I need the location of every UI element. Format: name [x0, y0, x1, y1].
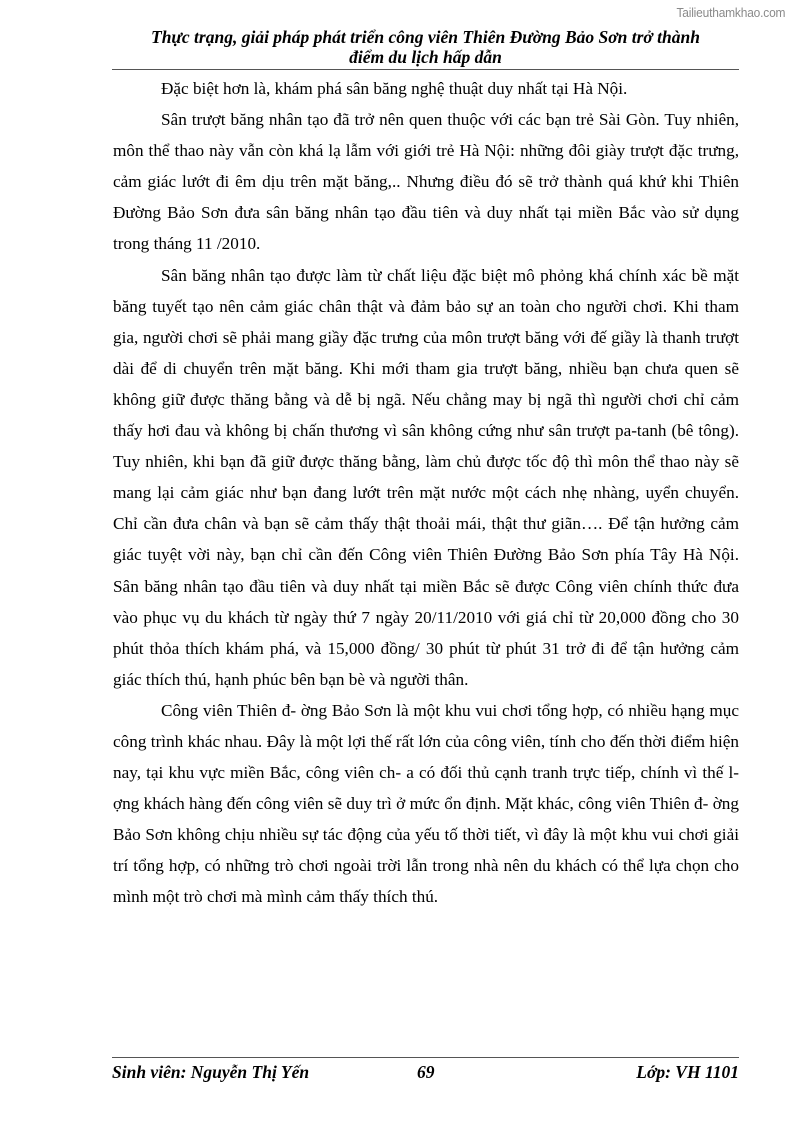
page-footer	[112, 1061, 739, 1083]
paragraph: Sân băng nhân tạo được làm từ chất liệu đặc biệt mô phỏng khá chính xác bề mặt băng tuyết tạo nên cảm giác chân thật và đảm bảo sự an toàn cho người chơi. Khi tham gia, người chơi sẽ phải mang giầy đặc trưng của môn trượt băng với đế giầy là thanh trượt dài để di chuyển trên mặt băng. Khi mới tham gia trượt băng, nhiều bạn chưa quen sẽ không giữ được thăng bằng và dễ bị ngã. Nếu chẳng may bị ngã thì người chơi chỉ cảm thấy hơi đau và không bị chấn thương vì sân không cứng như sân trượt pa-tanh (bê tông). Tuy nhiên, khi bạn đã giữ được thăng bằng, làm chủ được tốc độ thì môn thể thao này sẽ mang lại cảm giác như bạn đang lướt trên mặt nước một cách nhẹ nhàng, uyển chuyển. Chỉ cần đưa chân và bạn sẽ cảm thấy thật thoải mái, thật thư giãn…. Để tận hưởng cảm giác tuyệt vời này, bạn chỉ cần đến Công viên Thiên Đường Bảo Sơn phía Tây Hà Nội. Sân băng nhân tạo đầu tiên và duy nhất tại miền Bắc sẽ được Công viên chính thức đưa vào phục vụ du khách từ ngày thứ 7 ngày 20/11/2010 với giá chỉ từ 20,000 đồng cho 30 phút thỏa thích khám phá, và 15,000 đồng/ 30 phút từ phút 31 trở đi để tận hưởng cảm giác thích thú, hạnh phúc bên bạn bè và người thân.	[113, 265, 739, 689]
header-divider	[112, 69, 739, 70]
watermark-text: Tailieuthamkhao.com	[676, 5, 785, 20]
page-header	[112, 27, 739, 67]
document-body	[113, 73, 739, 913]
header-title-line-2: điểm du lịch hấp dẫn	[349, 47, 502, 67]
paragraph: Sân trượt băng nhân tạo đã trở nên quen thuộc với các bạn trẻ Sài Gòn. Tuy nhiên, môn thể thao này vẫn còn khá lạ lẫm với giới trẻ Hà Nội: những đôi giày trượt đặc trưng, cảm giác lướt đi êm dịu trên mặt băng,.. Nhưng điều đó sẽ trở thành quá khứ khi Thiên Đường Bảo Sơn đưa sân băng nhân tạo đầu tiên và duy nhất tại miền Bắc vào sử dụng trong tháng 11 /2010.	[113, 110, 739, 254]
footer-divider	[112, 1057, 739, 1058]
paragraph: Công viên Thiên đ- ờng Bảo Sơn là một khu vui chơi tổng hợp, có nhiều hạng mục công trình khác nhau. Đây là một lợi thế rất lớn của công viên, tính cho đến thời điểm hiện nay, tại khu vực miền Bắc, công viên ch- a có đối thủ cạnh tranh trực tiếp, chính vì thế l- ợng khách hàng đến công viên sẽ duy trì ở mức ổn định. Mặt khác, công viên Thiên đ- ờng Bảo Sơn không chịu nhiều sự tác động của yếu tố thời tiết, vì đây là một khu vui chơi giải trí tổng hợp, có những trò chơi ngoài trời lẫn trong nhà nên du khách có thể lựa chọn cho mình một trò chơi mà mình cảm thấy thích thú.	[113, 700, 739, 907]
footer-page-number: 69	[417, 1062, 435, 1082]
header-title-line-1: Thực trạng, giải pháp phát triển công viên Thiên Đường Bảo Sơn trở thành	[151, 27, 700, 47]
paragraph: Đặc biệt hơn là, khám phá sân băng nghệ thuật duy nhất tại Hà Nội.	[161, 79, 628, 98]
footer-class: Lớp: VH 1101	[636, 1062, 739, 1082]
footer-student-name: Sinh viên: Nguyễn Thị Yến	[112, 1062, 310, 1082]
